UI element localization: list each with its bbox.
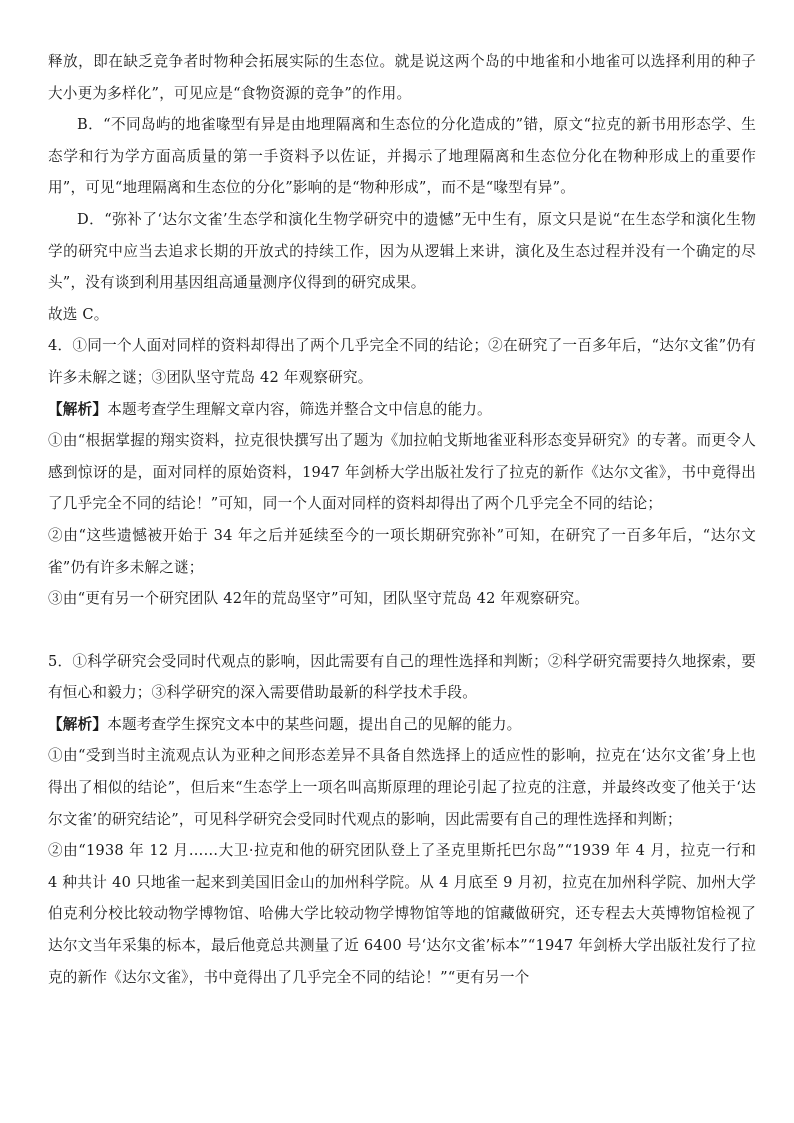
analysis-text: 本题考查学生探究文本中的某些问题，提出自己的见解的能力。: [107, 715, 522, 733]
paragraph-p1: 释放，即在缺乏竞争者时物种会拓展实际的生态位。就是说这两个岛的中地雀和小地雀可以选择利用的种子大小更为多样化”，可见应是“食物资源的竞争”的作用。: [48, 53, 756, 102]
question-5-point-1: ①由“受到当时主流观点认为亚种之间形态差异不具备自然选择上的适应性的影响，拉克在‘达尔文雀’身上也得出了相似的结论”，但后来“生态学上一项名叫高斯原理的理论引起了拉克的注意，并最终改变了他关于‘达尔文雀’的研究结论”，可见科学研究会受同时代观点的影响，因此需要有自己的理性选择和判断；: [48, 747, 756, 828]
analysis-tag: 【解析】: [48, 400, 108, 418]
blank-line: [48, 615, 756, 646]
paragraph-option-d: D．“弥补了‘达尔文雀’生态学和演化生物学研究中的遗憾”无中生有，原文只是说“在生态学和演化生物学的研究中应当去追求长期的开放式的持续工作，因为从逻辑上来讲，演化及生态过程并没有一个确定的尽头”，没有谈到利用基因组高通量测序仪得到的研究成果。: [48, 210, 756, 292]
analysis-tag: 【解析】: [48, 715, 108, 733]
paragraph-option-b: B．“不同岛屿的地雀喙型有异是由地理隔离和生态位的分化造成的”错，原文“拉克的新书用形态学、生态学和行为学方面高质量的第一手资料予以佐证，并揭示了地理隔离和生态位分化在物种形成上的重要作用”，可见“地理隔离和生态位的分化”影响的是“物种形成”，而不是“喙型有异”。: [48, 116, 756, 197]
question-4-point-1: ①由“根据掌握的翔实资料，拉克很快撰写出了题为《加拉帕戈斯地雀亚科形态变异研究》的专著。而更令人感到惊讶的是，面对同样的原始资料，1947 年剑桥大学出版社发行了拉克的新作《达尔文雀》，书中竟得出了几乎完全不同的结论！”可知，同一个人面对同样的资料却得出了两个几乎完全不同的结论；: [48, 432, 756, 513]
question-5-point-2: ②由“1938 年 12 月……大卫·拉克和他的研究团队登上了圣克里斯托巴尔岛”“1939 年 4 月，拉克一行和 4 种共计 40 只地雀一起来到美国旧金山的加州科学院。从 4 月底至 9 月初，拉克在加州科学院、加州大学伯克利分校比较动物学博物馆、哈佛大学比较动物学博物馆等地的馆藏做研究，还专程去大英博物馆检视了达尔文当年采集的标本，最后他竟总共测量了近 6400 号‘达尔文雀’标本”“1947 年剑桥大学出版社发行了拉克的新作《达尔文雀》，书中竟得出了几乎完全不同的结论！”“更有另一个: [48, 842, 756, 986]
question-4-point-2: ②由“这些遗憾被开始于 34 年之后并延续至今的一项长期研究弥补”可知，在研究了一百多年后，“达尔文雀”仍有许多未解之谜；: [48, 526, 756, 576]
analysis-text: 本题考查学生理解文章内容，筛选并整合文中信息的能力。: [107, 400, 492, 418]
paragraph-answer-c: 故选 C。: [48, 305, 109, 323]
question-5-analysis: [48, 709, 756, 741]
document-page: [48, 46, 756, 993]
question-4-answer: 4．①同一个人面对同样的资料却得出了两个几乎完全不同的结论；②在研究了一百多年后，“达尔文雀”仍有许多未解之谜；③团队坚守荒岛 42 年观察研究。: [48, 337, 756, 386]
question-5-answer: 5．①科学研究会受同时代观点的影响，因此需要有自己的理性选择和判断；②科学研究需要持久地探索，要有恒心和毅力；③科学研究的深入需要借助最新的科学技术手段。: [48, 652, 756, 702]
question-4-point-3: ③由“更有另一个研究团队 42年的荒岛坚守”可知，团队坚守荒岛 42 年观察研究。: [48, 590, 590, 608]
question-4-analysis: [48, 394, 756, 426]
